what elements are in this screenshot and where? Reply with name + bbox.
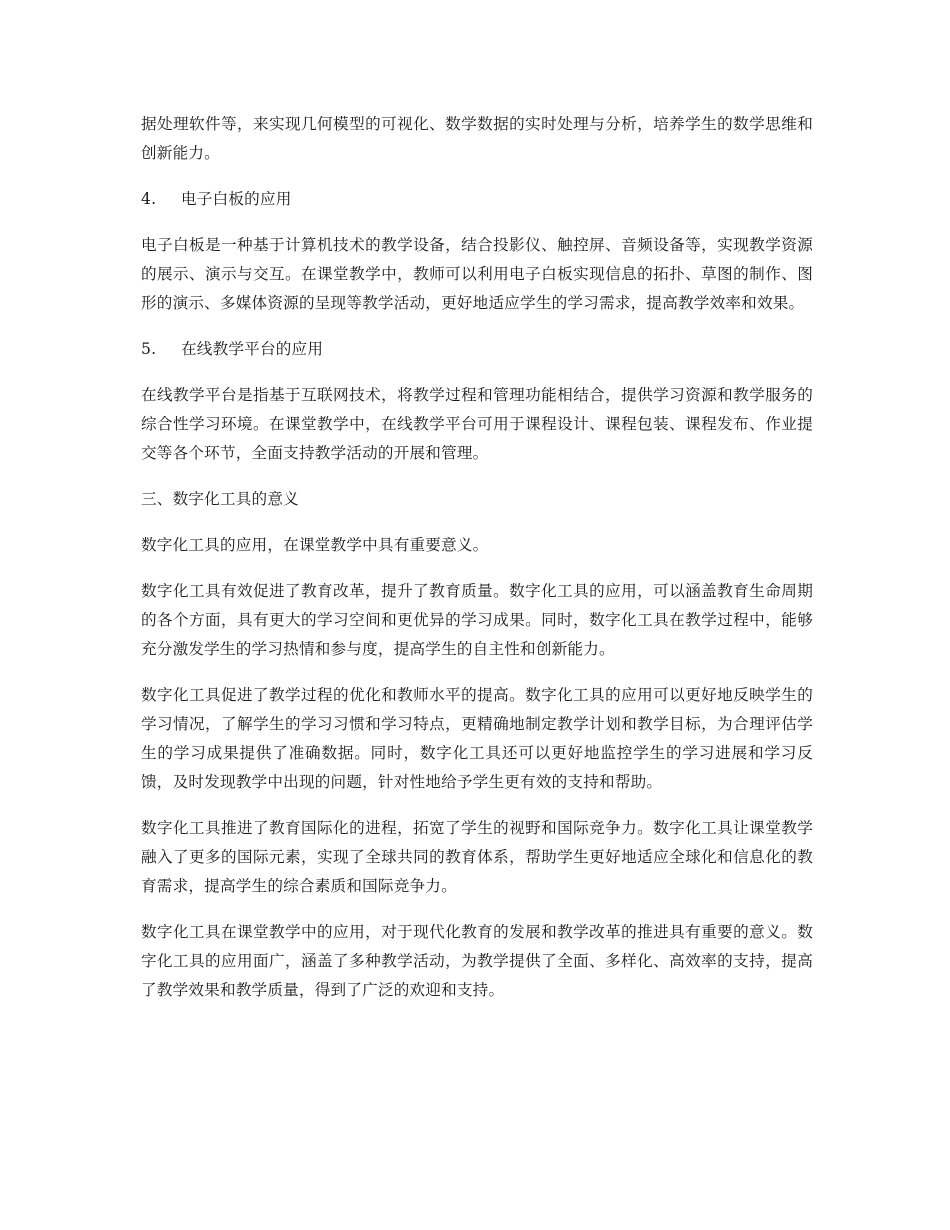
paragraph-intro-continuation: 据处理软件等，来实现几何模型的可视化、数学数据的实时处理与分析，培养学生的数学思维和创新能力。 xyxy=(141,115,813,162)
paragraph-internationalization: 数字化工具推进了教育国际化的进程，拓宽了学生的视野和国际竞争力。数字化工具让课堂教学融入了更多的国际元素，实现了全球共同的教育体系，帮助学生更好地适应全球化和信息化的教育需求，提高学生的综合素质和国际竞争力。 xyxy=(141,819,813,895)
subheading-whiteboard xyxy=(141,185,813,214)
paragraph-education-reform: 数字化工具有效促进了教育改革，提升了教育质量。数字化工具的应用，可以涵盖教育生命周期的各个方面，具有更大的学习空间和更优异的学习成果。同时，数字化工具在教学过程中，能够充分激发学生的学习热情和参与度，提高学生的自主性和创新能力。 xyxy=(141,582,813,658)
subheading-title: 在线教学平台的应用 xyxy=(181,340,324,358)
paragraph-conclusion: 数字化工具在课堂教学中的应用，对于现代化教育的发展和教学改革的推进具有重要的意义。数字化工具的应用面广，涵盖了多种教学活动，为教学提供了全面、多样化、高效率的支持，提高了教学效果和教学质量，得到了广泛的欢迎和支持。 xyxy=(141,923,813,999)
paragraph-whiteboard: 电子白板是一种基于计算机技术的教学设备，结合投影仪、触控屏、音频设备等，实现教学资源的展示、演示与交互。在课堂教学中，教师可以利用电子白板实现信息的拓扑、草图的制作、图形的演示、多媒体资源的呈现等教学活动，更好地适应学生的学习需求，提高教学效率和效果。 xyxy=(141,236,813,312)
subheading-number: 5. xyxy=(141,340,157,358)
section-title-significance: 三、数字化工具的意义 xyxy=(141,490,299,508)
subheading-number: 4. xyxy=(141,190,157,208)
document-body xyxy=(141,110,813,1005)
paragraph-online-platform: 在线教学平台是指基于互联网技术，将教学过程和管理功能相结合，提供学习资源和教学服务的综合性学习环境。在课堂教学中，在线教学平台可用于课程设计、课程包装、课程发布、作业提交等各个环节，全面支持教学活动的开展和管理。 xyxy=(141,386,813,462)
paragraph-teaching-optimization: 数字化工具促进了教学过程的优化和教师水平的提高。数字化工具的应用可以更好地反映学生的学习情况，了解学生的学习习惯和学习特点，更精确地制定教学计划和教学目标，为合理评估学生的学习成果提供了准确数据。同时，数字化工具还可以更好地监控学生的学习进展和学习反馈，及时发现教学中出现的问题，针对性地给予学生更有效的支持和帮助。 xyxy=(141,686,813,791)
subheading-title: 电子白板的应用 xyxy=(181,190,292,208)
subheading-online-platform xyxy=(141,335,813,364)
paragraph-significance-intro: 数字化工具的应用，在课堂教学中具有重要意义。 xyxy=(141,536,489,554)
